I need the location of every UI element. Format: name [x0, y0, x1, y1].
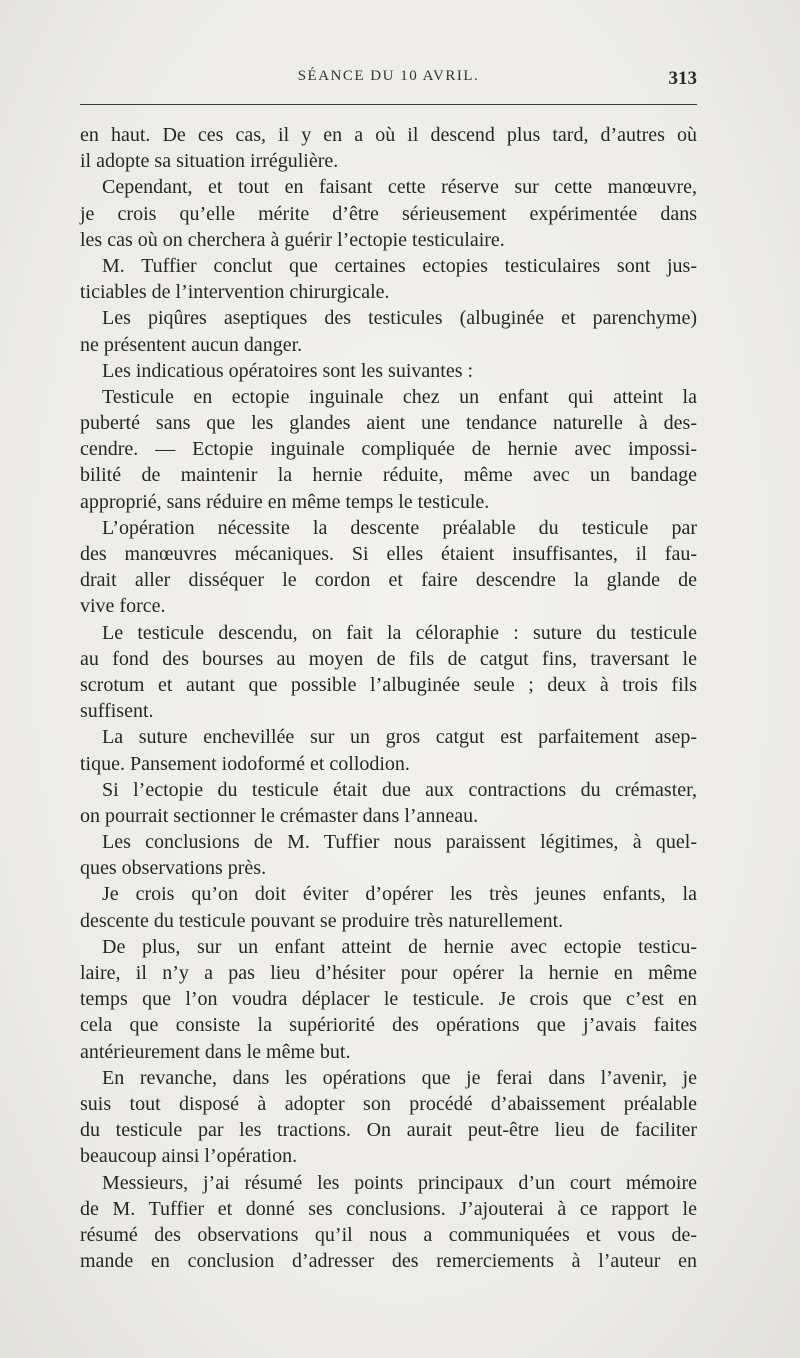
text-line: en haut. De ces cas, il y en a où il descend plus tard, d’autres où — [80, 124, 697, 146]
text-line: laire, il n’y a pas lieu d’hésiter pour opérer la hernie en même — [80, 962, 697, 984]
text-line: Si l’ectopie du testicule était due aux contractions du crémaster, — [102, 778, 697, 801]
text-line: ticiables de l’intervention chirurgicale. — [80, 281, 390, 304]
header-rule — [80, 104, 697, 105]
text-line: Les indicatious opératoires sont les suivantes : — [102, 359, 474, 382]
text-line: antérieurement dans le même but. — [80, 1040, 351, 1063]
text-line: je crois qu’elle mérite d’être sérieusement expérimentée dans — [80, 202, 697, 225]
text-line: Les conclusions de M. Tuffier nous paraissent légitimes, à quel- — [102, 831, 697, 854]
page-header — [80, 68, 697, 98]
text-line: les cas où on cherchera à guérir l’ectopie testiculaire. — [80, 228, 505, 251]
text-line: tique. Pansement iodoformé et collodion. — [80, 752, 410, 775]
text-line: résumé des observations qu’il nous a communiquées et vous de- — [80, 1223, 697, 1246]
text-line: bilité de maintenir la hernie réduite, même avec un bandage — [80, 464, 697, 487]
text-line: suis tout disposé à adopter son procédé d’abaissement préalable — [80, 1092, 697, 1115]
text-line: Le testicule descendu, on fait la céloraphie : suture du testicule — [102, 621, 697, 644]
text-line: des manœuvres mécaniques. Si elles étaient insuffisantes, il fau- — [80, 543, 697, 565]
running-title: SÉANCE DU 10 AVRIL. — [297, 68, 480, 84]
text-line: approprié, sans réduire en même temps le testicule. — [80, 490, 490, 513]
text-line: on pourrait sectionner le crémaster dans l’anneau. — [80, 804, 479, 827]
text-line: de M. Tuffier et donné ses conclusions. J’ajouterai à ce rapport le — [80, 1197, 697, 1220]
text-line: suffisent. — [80, 700, 154, 723]
text-line: ques observations près. — [80, 857, 267, 880]
text-line: du testicule par les tractions. On aurait peut-être lieu de faciliter — [80, 1119, 697, 1142]
page-number: 313 — [668, 68, 697, 89]
text-line: cela que consiste la supériorité des opérations que j’avais faites — [80, 1014, 697, 1037]
text-line: puberté sans que les glandes aient une tendance naturelle à des- — [80, 412, 697, 435]
text-line: ne présentent aucun danger. — [80, 333, 303, 356]
text-line: au fond des bourses au moyen de fils de catgut fins, traversant le — [80, 647, 697, 670]
text-line: descente du testicule pouvant se produire très naturellement. — [80, 909, 564, 932]
text-line: cendre. — Ectopie inguinale compliquée de hernie avec impossi- — [80, 438, 697, 461]
text-line: L’opération nécessite la descente préalable du testicule par — [102, 516, 697, 539]
text-line: Cependant, et tout en faisant cette réserve sur cette manœuvre, — [102, 176, 697, 199]
text-line: beaucoup ainsi l’opération. — [80, 1145, 298, 1168]
text-line: Testicule en ectopie inguinale chez un enfant qui atteint la — [102, 385, 697, 408]
text-line: Les piqûres aseptiques des testicules (albuginée et parenchyme) — [102, 307, 697, 330]
text-line: Je crois qu’on doit éviter d’opérer les très jeunes enfants, la — [102, 883, 697, 906]
text-line: M. Tuffier conclut que certaines ectopies testiculaires sont jus- — [102, 254, 697, 277]
text-line: temps que l’on voudra déplacer le testicule. Je crois que c’est en — [80, 988, 697, 1011]
text-line: vive force. — [80, 595, 166, 618]
text-line: drait aller disséquer le cordon et faire descendre la glande de — [80, 569, 697, 592]
text-line: mande en conclusion d’adresser des remerciements à l’auteur en — [80, 1250, 697, 1273]
text-line: scrotum et autant que possible l’albuginée seule ; deux à trois fils — [80, 673, 697, 696]
text-line: Messieurs, j’ai résumé les points principaux d’un court mémoire — [102, 1171, 697, 1194]
text-line: il adopte sa situation irrégulière. — [80, 150, 339, 173]
text-line: La suture enchevillée sur un gros catgut est parfaitement asep- — [102, 726, 697, 749]
body-text — [80, 122, 697, 1274]
text-line: En revanche, dans les opérations que je ferai dans l’avenir, je — [102, 1066, 697, 1089]
text-line: De plus, sur un enfant atteint de hernie avec ectopie testicu- — [102, 935, 697, 958]
